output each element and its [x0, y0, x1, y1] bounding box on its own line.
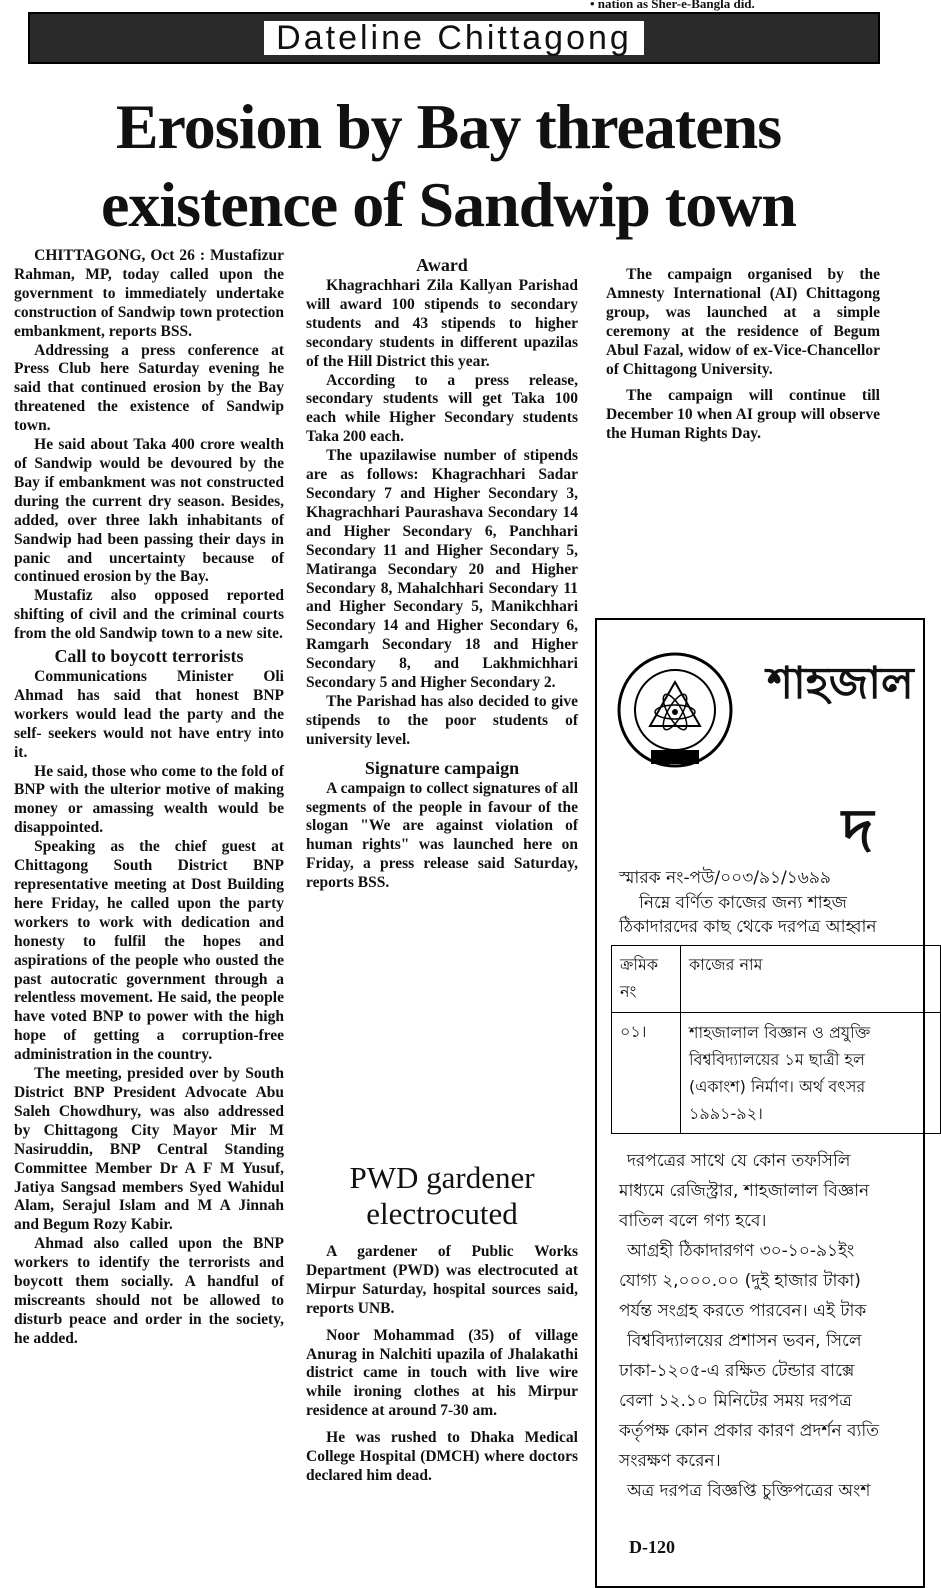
- story-paragraph: A gardener of Public Works Department (PWD) was electrocuted at Mirpur Saturday, hospital sources said, reports UNB.: [306, 1243, 578, 1317]
- table-row: [612, 1013, 941, 1134]
- previous-article-fragment: • nation as Sher-e-Bangla did.: [590, 0, 755, 11]
- advert-body-line: অত্র দরপত্র বিজ্ঞপ্তি চুক্তিপত্রের অংশ: [627, 1481, 871, 1501]
- story-paragraph: The campaign will continue till December 10 when AI group will observe the Human Rights Day.: [606, 387, 880, 443]
- table-header-cell: ক্রমিক নং: [612, 946, 681, 1013]
- advert-body-line: মাধ্যমে রেজিস্ট্রার, শাহজালাল বিজ্ঞান: [619, 1181, 870, 1201]
- advert-title: শাহজাল: [767, 658, 914, 709]
- advert-body-line: সংরক্ষণ করেন।: [619, 1451, 721, 1471]
- advert-body-line: বেলা ১২.১০ মিনিটের সময় দরপত্র: [619, 1391, 852, 1411]
- boycott-subheading: Call to boycott terrorists: [54, 646, 244, 667]
- main-headline: Erosion by Bay threatens existence of Sandwip town: [100, 91, 797, 240]
- advert-body-line: ঢাকা-১২০৫-এ রক্ষিত টেন্ডার বাক্সে: [619, 1361, 855, 1381]
- story-paragraph: According to a press release, secondary students will get Taka 100 each while Higher Secondary students Taka 200 each.: [306, 371, 578, 446]
- story-paragraph: Speaking as the chief guest at Chittagong South District BNP representative meeting at Dost Building here Friday, he called upon the party workers to work with dedication and honesty to fulfil the hopes and aspirations of the people who ousted the past autocratic government through a relentless movement. He said, the people have voted BNP to power with the high hope of getting a corruption-free administration in the country.: [14, 838, 284, 1064]
- story-paragraph: The upazilawise number of stipends are as follows: Khagrachhari Sadar Secondary 7 and Higher Secondary 3, Khagrachhari Paurashava Secondary 14 and Higher Secondary 6, Panchhari Secondary 11 and Higher Secondary 5, Matiranga Secondary 20 and Higher Secondary 8, Mahalchhari Secondary 11 and Higher Secondary 5, Manikchhari Secondary 14 and Higher Secondary 6, Ramgarh Secondary 18 and Higher Secondary 8, and Lakhmichhari Secondary 5 and Higher Secondary 2.: [306, 447, 578, 692]
- signature-subheading: Signature campaign: [364, 757, 520, 778]
- university-seal-icon: [615, 650, 735, 770]
- column-3: [606, 258, 880, 444]
- work-line: (একাংশ) নির্মাণ। অর্থ বৎসর: [689, 1077, 866, 1096]
- advert-body-line: বিশ্ববিদ্যালয়ের প্রশাসন ভবন, সিলে: [627, 1331, 862, 1351]
- work-line: ১৯৯১-৯২।: [689, 1104, 763, 1123]
- advert-body-line: কর্তৃপক্ষ কোন প্রকার কারণ প্রদর্শন ব্যতি: [619, 1421, 880, 1441]
- memo-number: স্মারক নং-পউ/০০৩/৯১/১৬৯৯: [619, 868, 831, 888]
- tender-advertisement: [595, 618, 925, 1588]
- column-2: [306, 253, 578, 893]
- pwd-story: [306, 1243, 578, 1486]
- pwd-headline: PWD gardener electrocuted: [349, 1160, 535, 1231]
- column-1: [14, 247, 284, 1349]
- story-paragraph: A campaign to collect signatures of all segments of the people in favour of the slogan "We are against violation of human rights" was launched here on Friday, a press release said Saturday, reports BSS.: [306, 779, 578, 892]
- story-paragraph: Khagrachhari Zila Kallyan Parishad will award 100 stipends to secondary students and 43 stipends to higher secondary students in different upazilas of the Hill District this year.: [306, 277, 578, 370]
- table-cell: ০১।: [612, 1013, 681, 1134]
- story-paragraph: The meeting, presided over by South District BNP President Advocate Abu Saleh Chowdhury, was also addressed by Chittagong City Mayor Mir M Nasiruddin, BNP Central Standing Committee Member Dr A F M Yusuf, Jatiya Sangsad members Syed Wahidul Alam, Serajul Islam and M A Jinnah and Begum Rozy Kabir.: [14, 1065, 284, 1234]
- section-banner-text: Dateline Chittagong: [276, 18, 632, 57]
- story-paragraph: He was rushed to Dhaka Medical College Hospital (DMCH) where doctors declared him dead.: [306, 1429, 578, 1484]
- award-subheading: Award: [416, 255, 468, 275]
- advert-intro-line: নিম্নে বর্ণিত কাজের জন্য শাহজ: [639, 893, 847, 913]
- story-paragraph: The campaign organised by the Amnesty International (AI) Chittagong group, was launched at a simple ceremony at the residence of Begum Abul Fazal, widow of ex-Vice-Chancellor of Chittagong University.: [606, 266, 880, 378]
- advert-big-letter: দ: [842, 796, 874, 866]
- story-paragraph: Communications Minister Oli Ahmad has said that honest BNP workers would lead the party and the self- seekers would not have entry into it.: [14, 668, 284, 761]
- story-paragraph: He said, those who come to the fold of BNP with the ulterior motive of making money or amassing wealth would be disappointed.: [14, 762, 284, 837]
- advert-body-line: আগ্রহী ঠিকাদারগণ ৩০-১০-৯১ইং: [627, 1241, 855, 1261]
- story-paragraph: CHITTAGONG, Oct 26 : Mustafizur Rahman, MP, today called upon the government to immediately undertake construction of Sandwip town protection embankment, reports BSS.: [14, 247, 284, 340]
- advert-body-line: দরপত্রের সাথে যে কোন তফসিলি: [627, 1151, 851, 1171]
- table-cell: [681, 1013, 941, 1134]
- work-line: শাহজালাল বিজ্ঞান ও প্রযুক্তি: [689, 1023, 871, 1042]
- story-paragraph: The Parishad has also decided to give stipends to the poor students of university level.: [306, 692, 578, 748]
- advert-intro-line: ঠিকাদারদের কাছ থেকে দরপত্র আহ্বান: [619, 917, 877, 937]
- story-paragraph: Noor Mohammad (35) of village Anurag in Nalchiti upazila of Jhalakathi district came in touch with live wire while ironing clothes at his Mirpur residence at around 7-30 am.: [306, 1326, 578, 1420]
- tender-table: [611, 945, 941, 1134]
- advert-body-line: বাতিল বলে গণ্য হবে।: [619, 1211, 767, 1231]
- work-line: বিশ্ববিদ্যালয়ের ১ম ছাত্রী হল: [689, 1050, 865, 1069]
- story-paragraph: Addressing a press conference at Press Club here Saturday evening he said that continued erosion by the Bay threatened the existence of Sandwip town.: [14, 341, 284, 435]
- table-header-row: [612, 946, 941, 1013]
- section-banner: [28, 12, 880, 64]
- story-paragraph: Mustafiz also opposed reported shifting of civil and the criminal courts from the old Sandwip town to a new site.: [14, 587, 284, 643]
- advert-code: D-120: [629, 1537, 675, 1557]
- table-header-cell: কাজের নাম: [681, 946, 941, 1013]
- story-paragraph: Ahmad also called upon the BNP workers to identify the terrorists and boycott them socially. A handful of miscreants should not be allowed to disturb peace and order in the society, he added.: [14, 1235, 284, 1347]
- story-paragraph: He said about Taka 400 crore wealth of Sandwip would be devoured by the Bay if embankment was not constructed during the current dry season. Besides, added, over three lakh inhabitants of Sandwip had been passing their days in panic and uncertainty because of continued erosion by the Bay.: [14, 436, 284, 586]
- advert-body-line: পর্যন্ত সংগ্রহ করতে পারবেন। এই টাক: [619, 1301, 867, 1321]
- advert-body-line: যোগ্য ২,০০০.০০ (দুই হাজার টাকা): [619, 1271, 861, 1291]
